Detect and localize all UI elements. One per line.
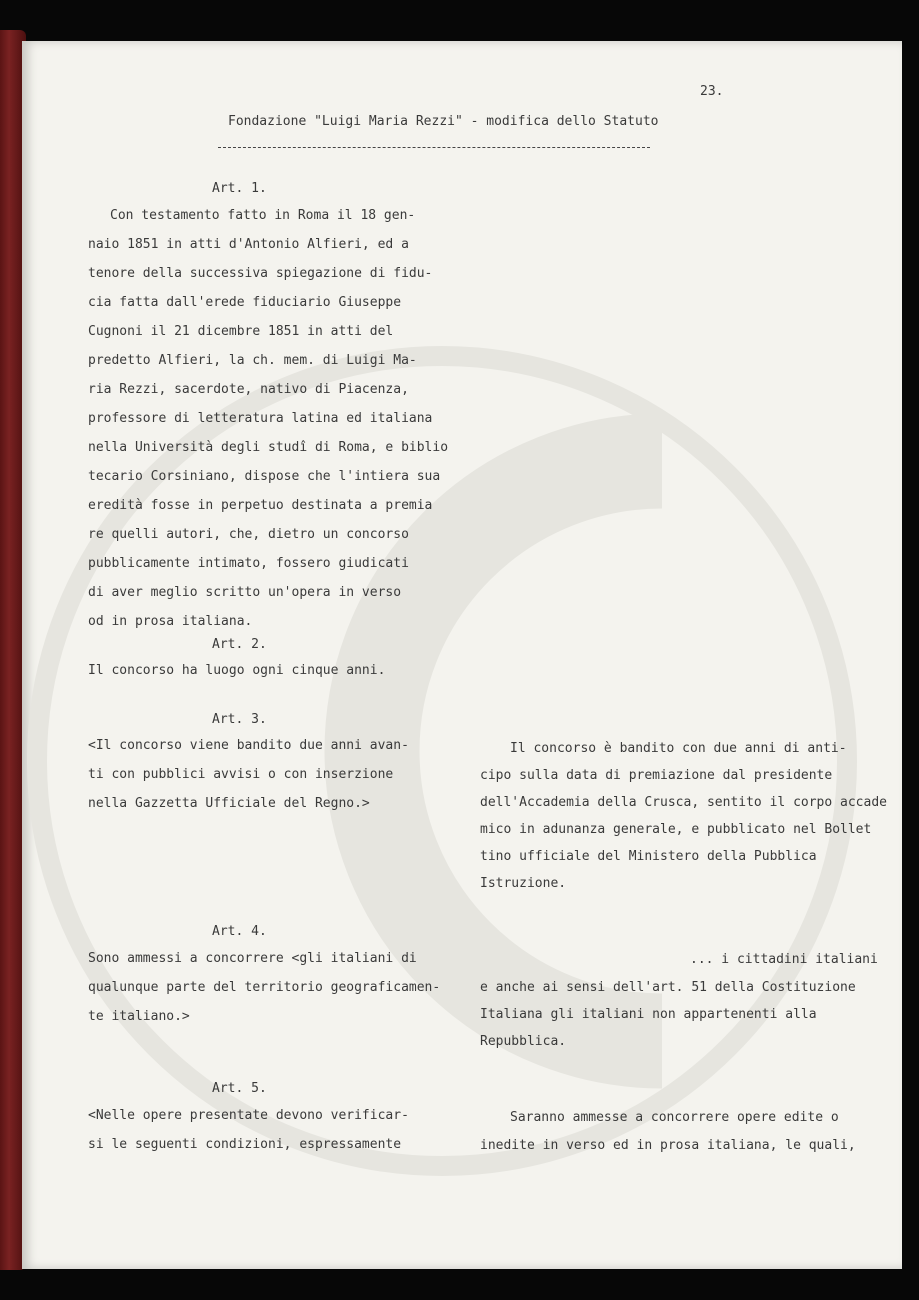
article-line: <Il concorso viene bandito due anni avan- <box>88 738 409 753</box>
article-heading: Art. 3. <box>212 712 267 727</box>
article-line: Il concorso ha luogo ogni cinque anni. <box>88 663 386 678</box>
article-line: si le seguenti condizioni, espressamente <box>88 1137 402 1152</box>
article-heading: Art. 5. <box>212 1081 267 1096</box>
article-line: nella Gazzetta Ufficiale del Regno.> <box>88 796 370 811</box>
article-line: qualunque parte del territorio geograficamen- <box>88 980 441 995</box>
amendment-line: dell'Accademia della Crusca, sentito il corpo accade <box>480 795 887 810</box>
amendment-line: Istruzione. <box>480 876 567 891</box>
document-page <box>22 41 902 1269</box>
amendment-line: Repubblica. <box>480 1034 567 1049</box>
article-line: od in prosa italiana. <box>88 614 253 629</box>
amendment-line: ... i cittadini italiani <box>690 952 878 967</box>
article-line: Con testamento fatto in Roma il 18 gen- <box>110 208 416 223</box>
document-title: Fondazione "Luigi Maria Rezzi" - modifica dello Statuto <box>228 114 659 129</box>
amendment-line: tino ufficiale del Ministero della Pubblica <box>480 849 817 864</box>
article-heading: Art. 2. <box>212 637 267 652</box>
article-line: re quelli autori, che, dietro un concorso <box>88 527 409 542</box>
article-line: cia fatta dall'erede fiduciario Giuseppe <box>88 295 402 310</box>
amendment-line: cipo sulla data di premiazione dal presidente <box>480 768 833 783</box>
article-line: <Nelle opere presentate devono verificar- <box>88 1108 409 1123</box>
article-line: naio 1851 in atti d'Antonio Alfieri, ed a <box>88 237 409 252</box>
article-heading: Art. 1. <box>212 181 267 196</box>
article-line: te italiano.> <box>88 1009 190 1024</box>
article-line: eredità fosse in perpetuo destinata a premia <box>88 498 433 513</box>
article-line: ti con pubblici avvisi o con inserzione <box>88 767 394 782</box>
article-line: ria Rezzi, sacerdote, nativo di Piacenza, <box>88 382 409 397</box>
amendment-line: Il concorso è bandito con due anni di anti- <box>510 741 847 756</box>
article-line: tenore della successiva spiegazione di fidu- <box>88 266 433 281</box>
article-line: Sono ammessi a concorrere <gli italiani di <box>88 951 417 966</box>
amendment-line: e anche ai sensi dell'art. 51 della Costituzione <box>480 980 856 995</box>
amendment-line: mico in adunanza generale, e pubblicato nel Bollet <box>480 822 872 837</box>
article-heading: Art. 4. <box>212 924 267 939</box>
article-line: di aver meglio scritto un'opera in verso <box>88 585 402 600</box>
article-line: nella Università degli studî di Roma, e biblio <box>88 440 449 455</box>
article-line: professore di letteratura latina ed italiana <box>88 411 433 426</box>
article-line: Cugnoni il 21 dicembre 1851 in atti del <box>88 324 394 339</box>
article-line: tecario Corsiniano, dispose che l'intiera sua <box>88 469 441 484</box>
amendment-line: Saranno ammesse a concorrere opere edite o <box>510 1110 839 1125</box>
article-line: predetto Alfieri, la ch. mem. di Luigi Ma- <box>88 353 417 368</box>
amendment-line: inedite in verso ed in prosa italiana, le quali, <box>480 1138 856 1153</box>
title-rule <box>218 147 650 148</box>
article-line: pubblicamente intimato, fossero giudicati <box>88 556 409 571</box>
amendment-line: Italiana gli italiani non appartenenti alla <box>480 1007 817 1022</box>
page-number: 23. <box>700 84 724 99</box>
